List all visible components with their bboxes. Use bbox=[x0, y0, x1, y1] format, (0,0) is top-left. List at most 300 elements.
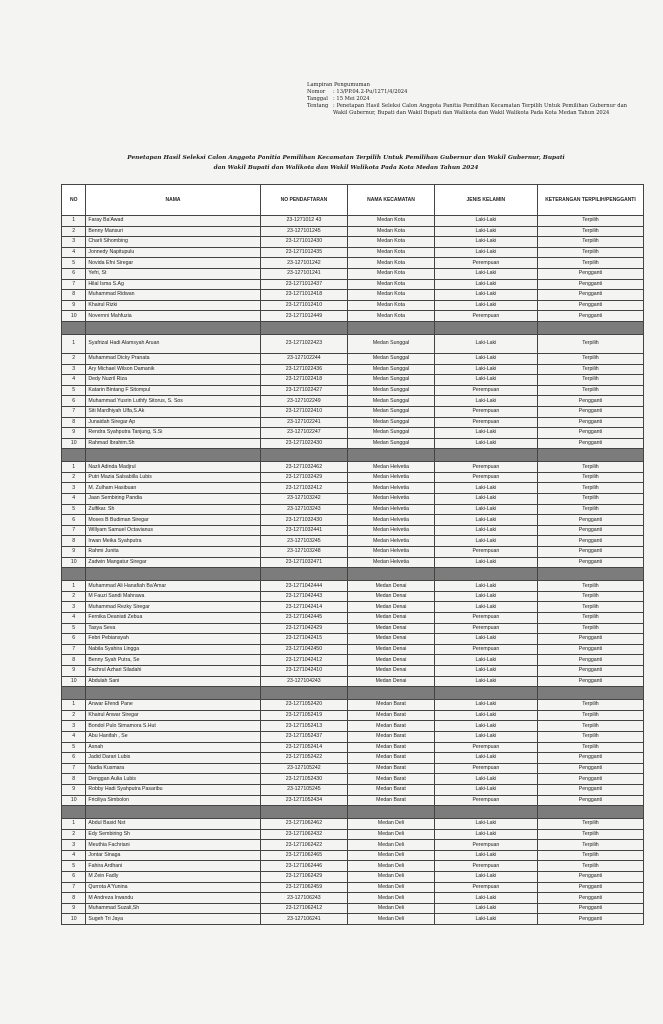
row-kecamatan: Medan Sunggal bbox=[348, 334, 435, 353]
row-kecamatan: Medan Helvetia bbox=[348, 472, 435, 483]
row-no-pendaftaran: 23-1271012430 bbox=[260, 237, 348, 248]
group-separator bbox=[62, 568, 644, 581]
table-row bbox=[62, 721, 644, 732]
row-no-pendaftaran: 23-1271032430 bbox=[260, 515, 348, 526]
row-jenis-kelamin: Laki-Laki bbox=[434, 525, 537, 536]
row-keterangan: Pengganti bbox=[537, 428, 643, 439]
row-nama: Irwan Meika Syahputra bbox=[86, 536, 260, 547]
row-kecamatan: Medan Kota bbox=[348, 247, 435, 258]
row-no: 1 bbox=[62, 334, 86, 353]
row-nama: Muhammad Suzali,Sh bbox=[86, 903, 260, 914]
separator-cell bbox=[434, 568, 537, 581]
table-row bbox=[62, 547, 644, 558]
row-nama: M Zein Fadly bbox=[86, 872, 260, 883]
row-nama: Robby Hadi Syahputra Pasaribu bbox=[86, 784, 260, 795]
separator-cell bbox=[434, 687, 537, 700]
row-keterangan: Pengganti bbox=[537, 438, 643, 449]
row-no-pendaftaran: 23-1271062459 bbox=[260, 882, 348, 893]
table-row bbox=[62, 504, 644, 515]
row-jenis-kelamin: Laki-Laki bbox=[434, 914, 537, 925]
row-jenis-kelamin: Laki-Laki bbox=[434, 483, 537, 494]
row-nama: Muhammad Ali Hanafiah Ba'Amar bbox=[86, 581, 260, 592]
row-no: 5 bbox=[62, 504, 86, 515]
row-no-pendaftaran: 23-1271042444 bbox=[260, 581, 348, 592]
row-keterangan: Pengganti bbox=[537, 893, 643, 904]
row-no-pendaftaran: 23-1271052420 bbox=[260, 700, 348, 711]
row-nama: Sugeh Tri Jaya bbox=[86, 914, 260, 925]
row-keterangan: Terpilih bbox=[537, 462, 643, 473]
row-kecamatan: Medan Sunggal bbox=[348, 375, 435, 386]
row-kecamatan: Medan Helvetia bbox=[348, 547, 435, 558]
row-jenis-kelamin: Perempuan bbox=[434, 763, 537, 774]
row-no: 5 bbox=[62, 258, 86, 269]
row-nama: Benny Mansuri bbox=[86, 226, 260, 237]
nomor-row bbox=[307, 89, 627, 96]
lampiran-label: Lampiran Pengumuman bbox=[307, 82, 370, 88]
row-nama: Putri Mazia Salsabilla Lubis bbox=[86, 472, 260, 483]
row-kecamatan: Medan Deli bbox=[348, 840, 435, 851]
row-keterangan: Terpilih bbox=[537, 258, 643, 269]
table-row bbox=[62, 226, 644, 237]
row-keterangan: Pengganti bbox=[537, 536, 643, 547]
row-kecamatan: Medan Sunggal bbox=[348, 428, 435, 439]
separator-cell bbox=[537, 806, 643, 819]
row-kecamatan: Medan Kota bbox=[348, 290, 435, 301]
row-kecamatan: Medan Helvetia bbox=[348, 462, 435, 473]
row-keterangan: Pengganti bbox=[537, 676, 643, 687]
row-kecamatan: Medan Denai bbox=[348, 623, 435, 634]
row-no: 2 bbox=[62, 353, 86, 364]
table-row bbox=[62, 753, 644, 764]
row-no-pendaftaran: 23-1271012 43 bbox=[260, 216, 348, 227]
row-no-pendaftaran: 23-127103248 bbox=[260, 547, 348, 558]
row-no-pendaftaran: 23-1271022430 bbox=[260, 438, 348, 449]
row-keterangan: Terpilih bbox=[537, 504, 643, 515]
row-no: 10 bbox=[62, 795, 86, 806]
row-jenis-kelamin: Laki-Laki bbox=[434, 353, 537, 364]
separator-cell bbox=[537, 321, 643, 334]
tentang-label: Tentang bbox=[307, 102, 329, 109]
row-jenis-kelamin: Laki-Laki bbox=[434, 279, 537, 290]
table-row bbox=[62, 700, 644, 711]
row-kecamatan: Medan Barat bbox=[348, 753, 435, 764]
table-row bbox=[62, 591, 644, 602]
separator-cell bbox=[86, 568, 260, 581]
row-keterangan: Pengganti bbox=[537, 268, 643, 279]
row-jenis-kelamin: Perempuan bbox=[434, 258, 537, 269]
separator-cell bbox=[348, 687, 435, 700]
tentang-row bbox=[307, 103, 627, 117]
row-jenis-kelamin: Laki-Laki bbox=[434, 396, 537, 407]
row-keterangan: Pengganti bbox=[537, 655, 643, 666]
row-kecamatan: Medan Denai bbox=[348, 655, 435, 666]
row-kecamatan: Medan Kota bbox=[348, 279, 435, 290]
row-nama: M Andreza Irwandu bbox=[86, 893, 260, 904]
row-jenis-kelamin: Laki-Laki bbox=[434, 753, 537, 764]
row-nama: Asnah bbox=[86, 742, 260, 753]
row-no: 8 bbox=[62, 655, 86, 666]
row-jenis-kelamin: Perempuan bbox=[434, 613, 537, 624]
row-no-pendaftaran: 23-1271042450 bbox=[260, 644, 348, 655]
row-no: 8 bbox=[62, 893, 86, 904]
table-row bbox=[62, 742, 644, 753]
row-jenis-kelamin: Laki-Laki bbox=[434, 268, 537, 279]
nomor-label: Nomor bbox=[307, 88, 326, 95]
row-nama: Muhammad Yusrin Luthfy Sitorus, S. Sos bbox=[86, 396, 260, 407]
row-kecamatan: Medan Deli bbox=[348, 882, 435, 893]
row-no-pendaftaran: 23-127103245 bbox=[260, 536, 348, 547]
row-keterangan: Terpilih bbox=[537, 247, 643, 258]
row-no-pendaftaran: 23-127101245 bbox=[260, 226, 348, 237]
row-kecamatan: Medan Sunggal bbox=[348, 406, 435, 417]
separator-cell bbox=[537, 568, 643, 581]
row-no: 4 bbox=[62, 850, 86, 861]
row-no-pendaftaran: 23-127102247 bbox=[260, 428, 348, 439]
document-header bbox=[307, 82, 627, 117]
row-kecamatan: Medan Denai bbox=[348, 602, 435, 613]
table-row bbox=[62, 353, 644, 364]
row-jenis-kelamin: Laki-Laki bbox=[434, 375, 537, 386]
row-no: 9 bbox=[62, 300, 86, 311]
table-row bbox=[62, 525, 644, 536]
row-keterangan: Pengganti bbox=[537, 753, 643, 764]
row-nama: Fahira Ardhani bbox=[86, 861, 260, 872]
row-no-pendaftaran: 23-127104243 bbox=[260, 676, 348, 687]
row-nama: Willyam Samuel Octavianus bbox=[86, 525, 260, 536]
row-no: 8 bbox=[62, 290, 86, 301]
row-no-pendaftaran: 23-1271022410 bbox=[260, 406, 348, 417]
row-no: 8 bbox=[62, 417, 86, 428]
row-no: 1 bbox=[62, 462, 86, 473]
row-kecamatan: Medan Deli bbox=[348, 903, 435, 914]
row-kecamatan: Medan Deli bbox=[348, 850, 435, 861]
row-nama: Abdulah Sani bbox=[86, 676, 260, 687]
row-kecamatan: Medan Sunggal bbox=[348, 364, 435, 375]
row-no-pendaftaran: 23-1271052419 bbox=[260, 710, 348, 721]
table-header-row bbox=[62, 185, 644, 216]
row-keterangan: Pengganti bbox=[537, 634, 643, 645]
row-no-pendaftaran: 23-1271042415 bbox=[260, 634, 348, 645]
row-kecamatan: Medan Sunggal bbox=[348, 438, 435, 449]
table-row bbox=[62, 536, 644, 547]
row-keterangan: Terpilih bbox=[537, 226, 643, 237]
table-row bbox=[62, 872, 644, 883]
table-row bbox=[62, 472, 644, 483]
row-no-pendaftaran: 23-1271042443 bbox=[260, 591, 348, 602]
row-no-pendaftaran: 23-1271062446 bbox=[260, 861, 348, 872]
table-row bbox=[62, 731, 644, 742]
row-keterangan: Pengganti bbox=[537, 279, 643, 290]
row-no: 7 bbox=[62, 406, 86, 417]
col-header-no: NO bbox=[62, 185, 86, 216]
row-nama: Khairul Anwar Siregar bbox=[86, 710, 260, 721]
row-no: 7 bbox=[62, 525, 86, 536]
row-jenis-kelamin: Laki-Laki bbox=[434, 602, 537, 613]
row-jenis-kelamin: Laki-Laki bbox=[434, 438, 537, 449]
table-row bbox=[62, 247, 644, 258]
table-row bbox=[62, 290, 644, 301]
row-jenis-kelamin: Laki-Laki bbox=[434, 247, 537, 258]
separator-cell bbox=[260, 321, 348, 334]
row-no-pendaftaran: 23-1271052414 bbox=[260, 742, 348, 753]
table-row bbox=[62, 494, 644, 505]
separator-cell bbox=[62, 321, 86, 334]
table-row bbox=[62, 258, 644, 269]
row-no: 10 bbox=[62, 311, 86, 322]
row-no-pendaftaran: 23-1271032429 bbox=[260, 472, 348, 483]
row-jenis-kelamin: Laki-Laki bbox=[434, 893, 537, 904]
separator-cell bbox=[62, 687, 86, 700]
row-jenis-kelamin: Laki-Laki bbox=[434, 634, 537, 645]
row-keterangan: Pengganti bbox=[537, 417, 643, 428]
title-line-2: dan Wakil Bupati dan Walikota dan Wakil Walikota Pada Kota Medan Tahun 2024 bbox=[213, 165, 479, 171]
separator-cell bbox=[537, 687, 643, 700]
row-jenis-kelamin: Perempuan bbox=[434, 644, 537, 655]
row-keterangan: Terpilih bbox=[537, 602, 643, 613]
table-row bbox=[62, 893, 644, 904]
row-no: 6 bbox=[62, 396, 86, 407]
row-no-pendaftaran: 23-1271052434 bbox=[260, 795, 348, 806]
row-kecamatan: Medan Barat bbox=[348, 721, 435, 732]
row-jenis-kelamin: Laki-Laki bbox=[434, 721, 537, 732]
separator-cell bbox=[62, 806, 86, 819]
row-nama: Siti Mardhiyah Ulfa,S.Ak bbox=[86, 406, 260, 417]
row-keterangan: Terpilih bbox=[537, 721, 643, 732]
row-keterangan: Terpilih bbox=[537, 819, 643, 830]
row-kecamatan: Medan Barat bbox=[348, 784, 435, 795]
row-jenis-kelamin: Laki-Laki bbox=[434, 290, 537, 301]
row-no: 4 bbox=[62, 375, 86, 386]
row-keterangan: Pengganti bbox=[537, 396, 643, 407]
row-nama: Febri Pebiansyah bbox=[86, 634, 260, 645]
row-kecamatan: Medan Barat bbox=[348, 795, 435, 806]
table-row bbox=[62, 557, 644, 568]
row-no: 10 bbox=[62, 557, 86, 568]
row-no: 6 bbox=[62, 634, 86, 645]
table-row bbox=[62, 385, 644, 396]
row-jenis-kelamin: Perempuan bbox=[434, 417, 537, 428]
table-body bbox=[62, 216, 644, 925]
row-no: 4 bbox=[62, 613, 86, 624]
row-kecamatan: Medan Denai bbox=[348, 581, 435, 592]
row-no-pendaftaran: 23-127106243 bbox=[260, 893, 348, 904]
row-no: 3 bbox=[62, 483, 86, 494]
table-row bbox=[62, 311, 644, 322]
separator-cell bbox=[260, 806, 348, 819]
row-nama: Meuthia Fachriani bbox=[86, 840, 260, 851]
tanggal-row bbox=[307, 96, 627, 103]
separator-cell bbox=[537, 449, 643, 462]
row-nama: M. Zulham Hasibuan bbox=[86, 483, 260, 494]
separator-cell bbox=[348, 321, 435, 334]
tentang-value: : Penetapan Hasil Seleksi Calon Anggota Panitia Pemilihan Kecamatan Terpilih Untuk Pemilihan Gubernur dan Wakil Gubernur, Bupati dan Wakil Bupati dan Walikota dan Wakil Walikota Pada Kota Medan Tahun 2024 bbox=[333, 102, 627, 116]
row-no: 2 bbox=[62, 226, 86, 237]
group-separator bbox=[62, 449, 644, 462]
row-keterangan: Terpilih bbox=[537, 591, 643, 602]
table-row bbox=[62, 396, 644, 407]
row-keterangan: Pengganti bbox=[537, 406, 643, 417]
row-jenis-kelamin: Laki-Laki bbox=[434, 300, 537, 311]
row-jenis-kelamin: Laki-Laki bbox=[434, 731, 537, 742]
row-nama: Abdul Basid Nst bbox=[86, 819, 260, 830]
row-jenis-kelamin: Laki-Laki bbox=[434, 515, 537, 526]
table-row bbox=[62, 581, 644, 592]
table-row bbox=[62, 634, 644, 645]
table-row bbox=[62, 237, 644, 248]
separator-cell bbox=[260, 449, 348, 462]
row-jenis-kelamin: Laki-Laki bbox=[434, 710, 537, 721]
row-no-pendaftaran: 23-1271022423 bbox=[260, 334, 348, 353]
row-no: 3 bbox=[62, 840, 86, 851]
row-keterangan: Terpilih bbox=[537, 385, 643, 396]
separator-cell bbox=[86, 321, 260, 334]
group-separator bbox=[62, 687, 644, 700]
table-row bbox=[62, 655, 644, 666]
row-kecamatan: Medan Sunggal bbox=[348, 417, 435, 428]
row-keterangan: Pengganti bbox=[537, 882, 643, 893]
col-header-kecamatan: NAMA KECAMATAN bbox=[348, 185, 435, 216]
row-no: 2 bbox=[62, 829, 86, 840]
table-row bbox=[62, 829, 644, 840]
row-nama: Ary Michael Wilson Damanik bbox=[86, 364, 260, 375]
row-no: 5 bbox=[62, 623, 86, 634]
row-kecamatan: Medan Deli bbox=[348, 829, 435, 840]
row-jenis-kelamin: Perempuan bbox=[434, 472, 537, 483]
row-kecamatan: Medan Kota bbox=[348, 226, 435, 237]
row-jenis-kelamin: Laki-Laki bbox=[434, 850, 537, 861]
row-no-pendaftaran: 23-1271042445 bbox=[260, 613, 348, 624]
row-jenis-kelamin: Laki-Laki bbox=[434, 536, 537, 547]
row-nama: Muhammad Rezky Siregar bbox=[86, 602, 260, 613]
row-jenis-kelamin: Laki-Laki bbox=[434, 784, 537, 795]
row-jenis-kelamin: Laki-Laki bbox=[434, 591, 537, 602]
row-jenis-kelamin: Laki-Laki bbox=[434, 872, 537, 883]
col-header-jenis-kelamin: JENIS KELAMIN bbox=[434, 185, 537, 216]
row-kecamatan: Medan Barat bbox=[348, 710, 435, 721]
row-no: 3 bbox=[62, 602, 86, 613]
row-kecamatan: Medan Denai bbox=[348, 665, 435, 676]
table-row bbox=[62, 268, 644, 279]
row-no-pendaftaran: 23-1271042410 bbox=[260, 665, 348, 676]
table-row bbox=[62, 665, 644, 676]
row-keterangan: Terpilih bbox=[537, 623, 643, 634]
row-nama: Jonnedy Napitupulu bbox=[86, 247, 260, 258]
row-nama: Jadid Darari Lubis bbox=[86, 753, 260, 764]
row-keterangan: Terpilih bbox=[537, 237, 643, 248]
table-row bbox=[62, 840, 644, 851]
row-no-pendaftaran: 23-127102249 bbox=[260, 396, 348, 407]
table-row bbox=[62, 784, 644, 795]
row-keterangan: Pengganti bbox=[537, 290, 643, 301]
row-keterangan: Pengganti bbox=[537, 515, 643, 526]
separator-cell bbox=[62, 449, 86, 462]
row-no: 9 bbox=[62, 428, 86, 439]
row-keterangan: Pengganti bbox=[537, 547, 643, 558]
row-no: 2 bbox=[62, 472, 86, 483]
row-nama: Rahmad Ibrahim.Sh bbox=[86, 438, 260, 449]
table-row bbox=[62, 602, 644, 613]
document-title bbox=[72, 153, 620, 173]
row-keterangan: Terpilih bbox=[537, 353, 643, 364]
row-jenis-kelamin: Laki-Laki bbox=[434, 581, 537, 592]
row-keterangan: Terpilih bbox=[537, 840, 643, 851]
row-nama: Friciliya Simbolon bbox=[86, 795, 260, 806]
row-jenis-kelamin: Laki-Laki bbox=[434, 829, 537, 840]
row-no-pendaftaran: 23-127101241 bbox=[260, 268, 348, 279]
row-nama: Rendra Syahputra Tanjung, S.Si bbox=[86, 428, 260, 439]
row-no: 10 bbox=[62, 676, 86, 687]
row-kecamatan: Medan Helvetia bbox=[348, 504, 435, 515]
row-jenis-kelamin: Laki-Laki bbox=[434, 504, 537, 515]
row-no: 8 bbox=[62, 536, 86, 547]
row-no: 9 bbox=[62, 903, 86, 914]
separator-cell bbox=[260, 568, 348, 581]
row-jenis-kelamin: Laki-Laki bbox=[434, 557, 537, 568]
row-kecamatan: Medan Deli bbox=[348, 819, 435, 830]
row-nama: Fernika Deaniati Zebua bbox=[86, 613, 260, 624]
row-jenis-kelamin: Laki-Laki bbox=[434, 334, 537, 353]
row-keterangan: Terpilih bbox=[537, 850, 643, 861]
row-keterangan: Terpilih bbox=[537, 216, 643, 227]
row-no-pendaftaran: 23-1271042412 bbox=[260, 655, 348, 666]
row-nama: Junaidah Siregar Ap bbox=[86, 417, 260, 428]
row-keterangan: Pengganti bbox=[537, 525, 643, 536]
row-jenis-kelamin: Laki-Laki bbox=[434, 216, 537, 227]
row-keterangan: Pengganti bbox=[537, 774, 643, 785]
table-row bbox=[62, 763, 644, 774]
row-nama: Hilal Isma S.Ag bbox=[86, 279, 260, 290]
row-no: 2 bbox=[62, 710, 86, 721]
table-row bbox=[62, 406, 644, 417]
row-no: 10 bbox=[62, 438, 86, 449]
row-jenis-kelamin: Perempuan bbox=[434, 795, 537, 806]
row-no-pendaftaran: 23-1271022418 bbox=[260, 375, 348, 386]
row-kecamatan: Medan Kota bbox=[348, 258, 435, 269]
row-keterangan: Terpilih bbox=[537, 742, 643, 753]
row-keterangan: Pengganti bbox=[537, 795, 643, 806]
separator-cell bbox=[348, 568, 435, 581]
col-header-no-pendaftaran: NO PENDAFTARAN bbox=[260, 185, 348, 216]
row-no-pendaftaran: 23-127102241 bbox=[260, 417, 348, 428]
row-keterangan: Terpilih bbox=[537, 700, 643, 711]
table-row bbox=[62, 613, 644, 624]
row-nama: Zadwin Mangatur Siregar bbox=[86, 557, 260, 568]
row-jenis-kelamin: Laki-Laki bbox=[434, 665, 537, 676]
row-keterangan: Terpilih bbox=[537, 731, 643, 742]
separator-cell bbox=[86, 687, 260, 700]
row-jenis-kelamin: Perempuan bbox=[434, 742, 537, 753]
row-no: 3 bbox=[62, 721, 86, 732]
row-kecamatan: Medan Helvetia bbox=[348, 515, 435, 526]
row-keterangan: Terpilih bbox=[537, 472, 643, 483]
row-jenis-kelamin: Perempuan bbox=[434, 385, 537, 396]
row-nama: Rahmi Junita bbox=[86, 547, 260, 558]
row-no-pendaftaran: 23-1271022436 bbox=[260, 364, 348, 375]
table-row bbox=[62, 644, 644, 655]
row-keterangan: Pengganti bbox=[537, 914, 643, 925]
row-nama: Edy Sembiring Sh bbox=[86, 829, 260, 840]
row-no-pendaftaran: 23-1271022427 bbox=[260, 385, 348, 396]
row-jenis-kelamin: Laki-Laki bbox=[434, 237, 537, 248]
row-no: 6 bbox=[62, 872, 86, 883]
row-nama: Novernni Mahfuzia bbox=[86, 311, 260, 322]
row-no-pendaftaran: 23-1271062412 bbox=[260, 903, 348, 914]
row-no-pendaftaran: 23-1271032412 bbox=[260, 483, 348, 494]
row-kecamatan: Medan Barat bbox=[348, 742, 435, 753]
row-keterangan: Pengganti bbox=[537, 903, 643, 914]
row-no: 8 bbox=[62, 774, 86, 785]
row-no-pendaftaran: 23-127103243 bbox=[260, 504, 348, 515]
